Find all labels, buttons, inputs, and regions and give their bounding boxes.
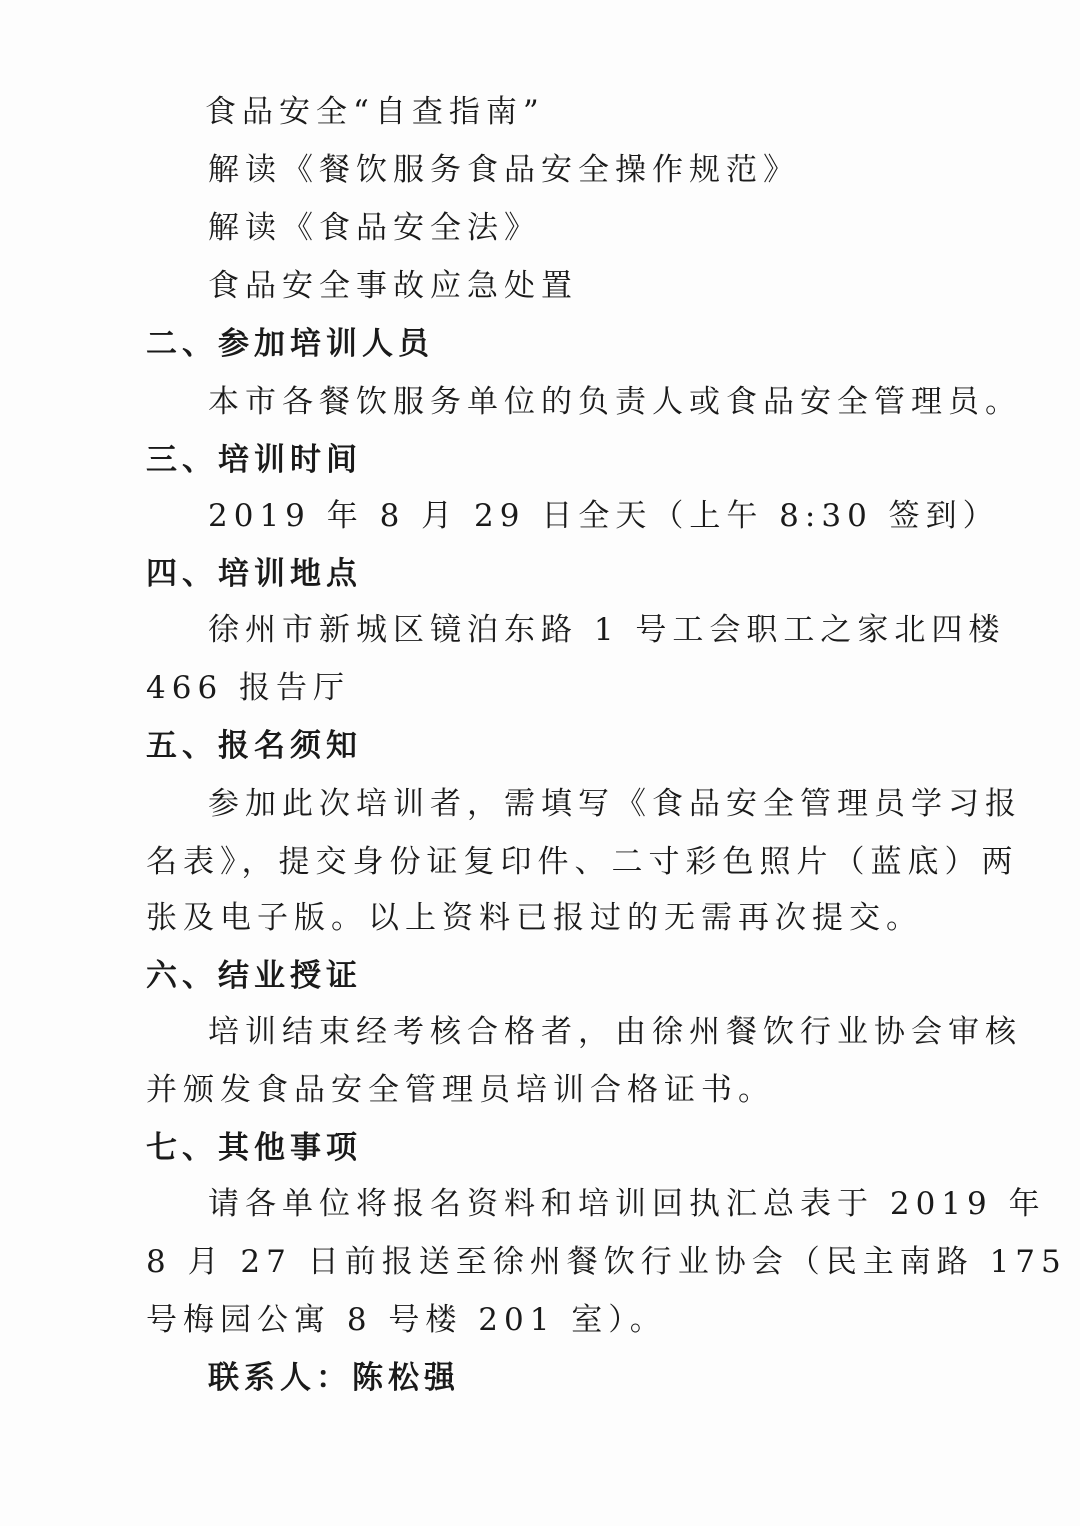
paragraph-line: 466 报告厅 (146, 670, 351, 706)
paragraph-line: 培训结束经考核合格者，由徐州餐饮行业协会审核 (208, 1014, 1022, 1050)
section-heading: 三、培训时间 (146, 442, 362, 478)
paragraph-line: 张及电子版。以上资料已报过的无需再次提交。 (146, 900, 923, 936)
section-heading: 二、参加培训人员 (146, 326, 434, 362)
topic-line: 食品安全“自查指南” (205, 94, 545, 130)
paragraph-line: 本市各餐饮服务单位的负责人或食品安全管理员。 (208, 384, 1022, 420)
section-heading: 六、结业授证 (146, 958, 362, 994)
paragraph-line: 请各单位将报名资料和培训回执汇总表于 2019 年 (208, 1186, 1046, 1222)
contact-person: 联系人：陈松强 (208, 1360, 460, 1396)
section-heading: 四、培训地点 (146, 556, 362, 592)
paragraph-line: 徐州市新城区镜泊东路 1 号工会职工之家北四楼 (208, 612, 1006, 648)
topic-line: 解读《食品安全法》 (208, 210, 541, 246)
paragraph-line: 号梅园公寓 8 号楼 201 室）。 (146, 1302, 667, 1338)
paragraph-line: 并颁发食品安全管理员培训合格证书。 (146, 1072, 775, 1108)
paragraph-line: 2019 年 8 月 29 日全天（上午 8:30 签到） (208, 498, 1000, 534)
topic-line: 解读《餐饮服务食品安全操作规范》 (208, 152, 800, 188)
paragraph-line: 参加此次培训者，需填写《食品安全管理员学习报 (208, 786, 1022, 822)
section-heading: 七、其他事项 (146, 1130, 362, 1166)
section-heading: 五、报名须知 (146, 728, 362, 764)
paragraph-line: 8 月 27 日前报送至徐州餐饮行业协会（民主南路 175 (146, 1244, 1067, 1280)
topic-line: 食品安全事故应急处置 (208, 268, 578, 304)
paragraph-line: 名表》，提交身份证复印件、二寸彩色照片（蓝底）两 (146, 844, 1019, 880)
